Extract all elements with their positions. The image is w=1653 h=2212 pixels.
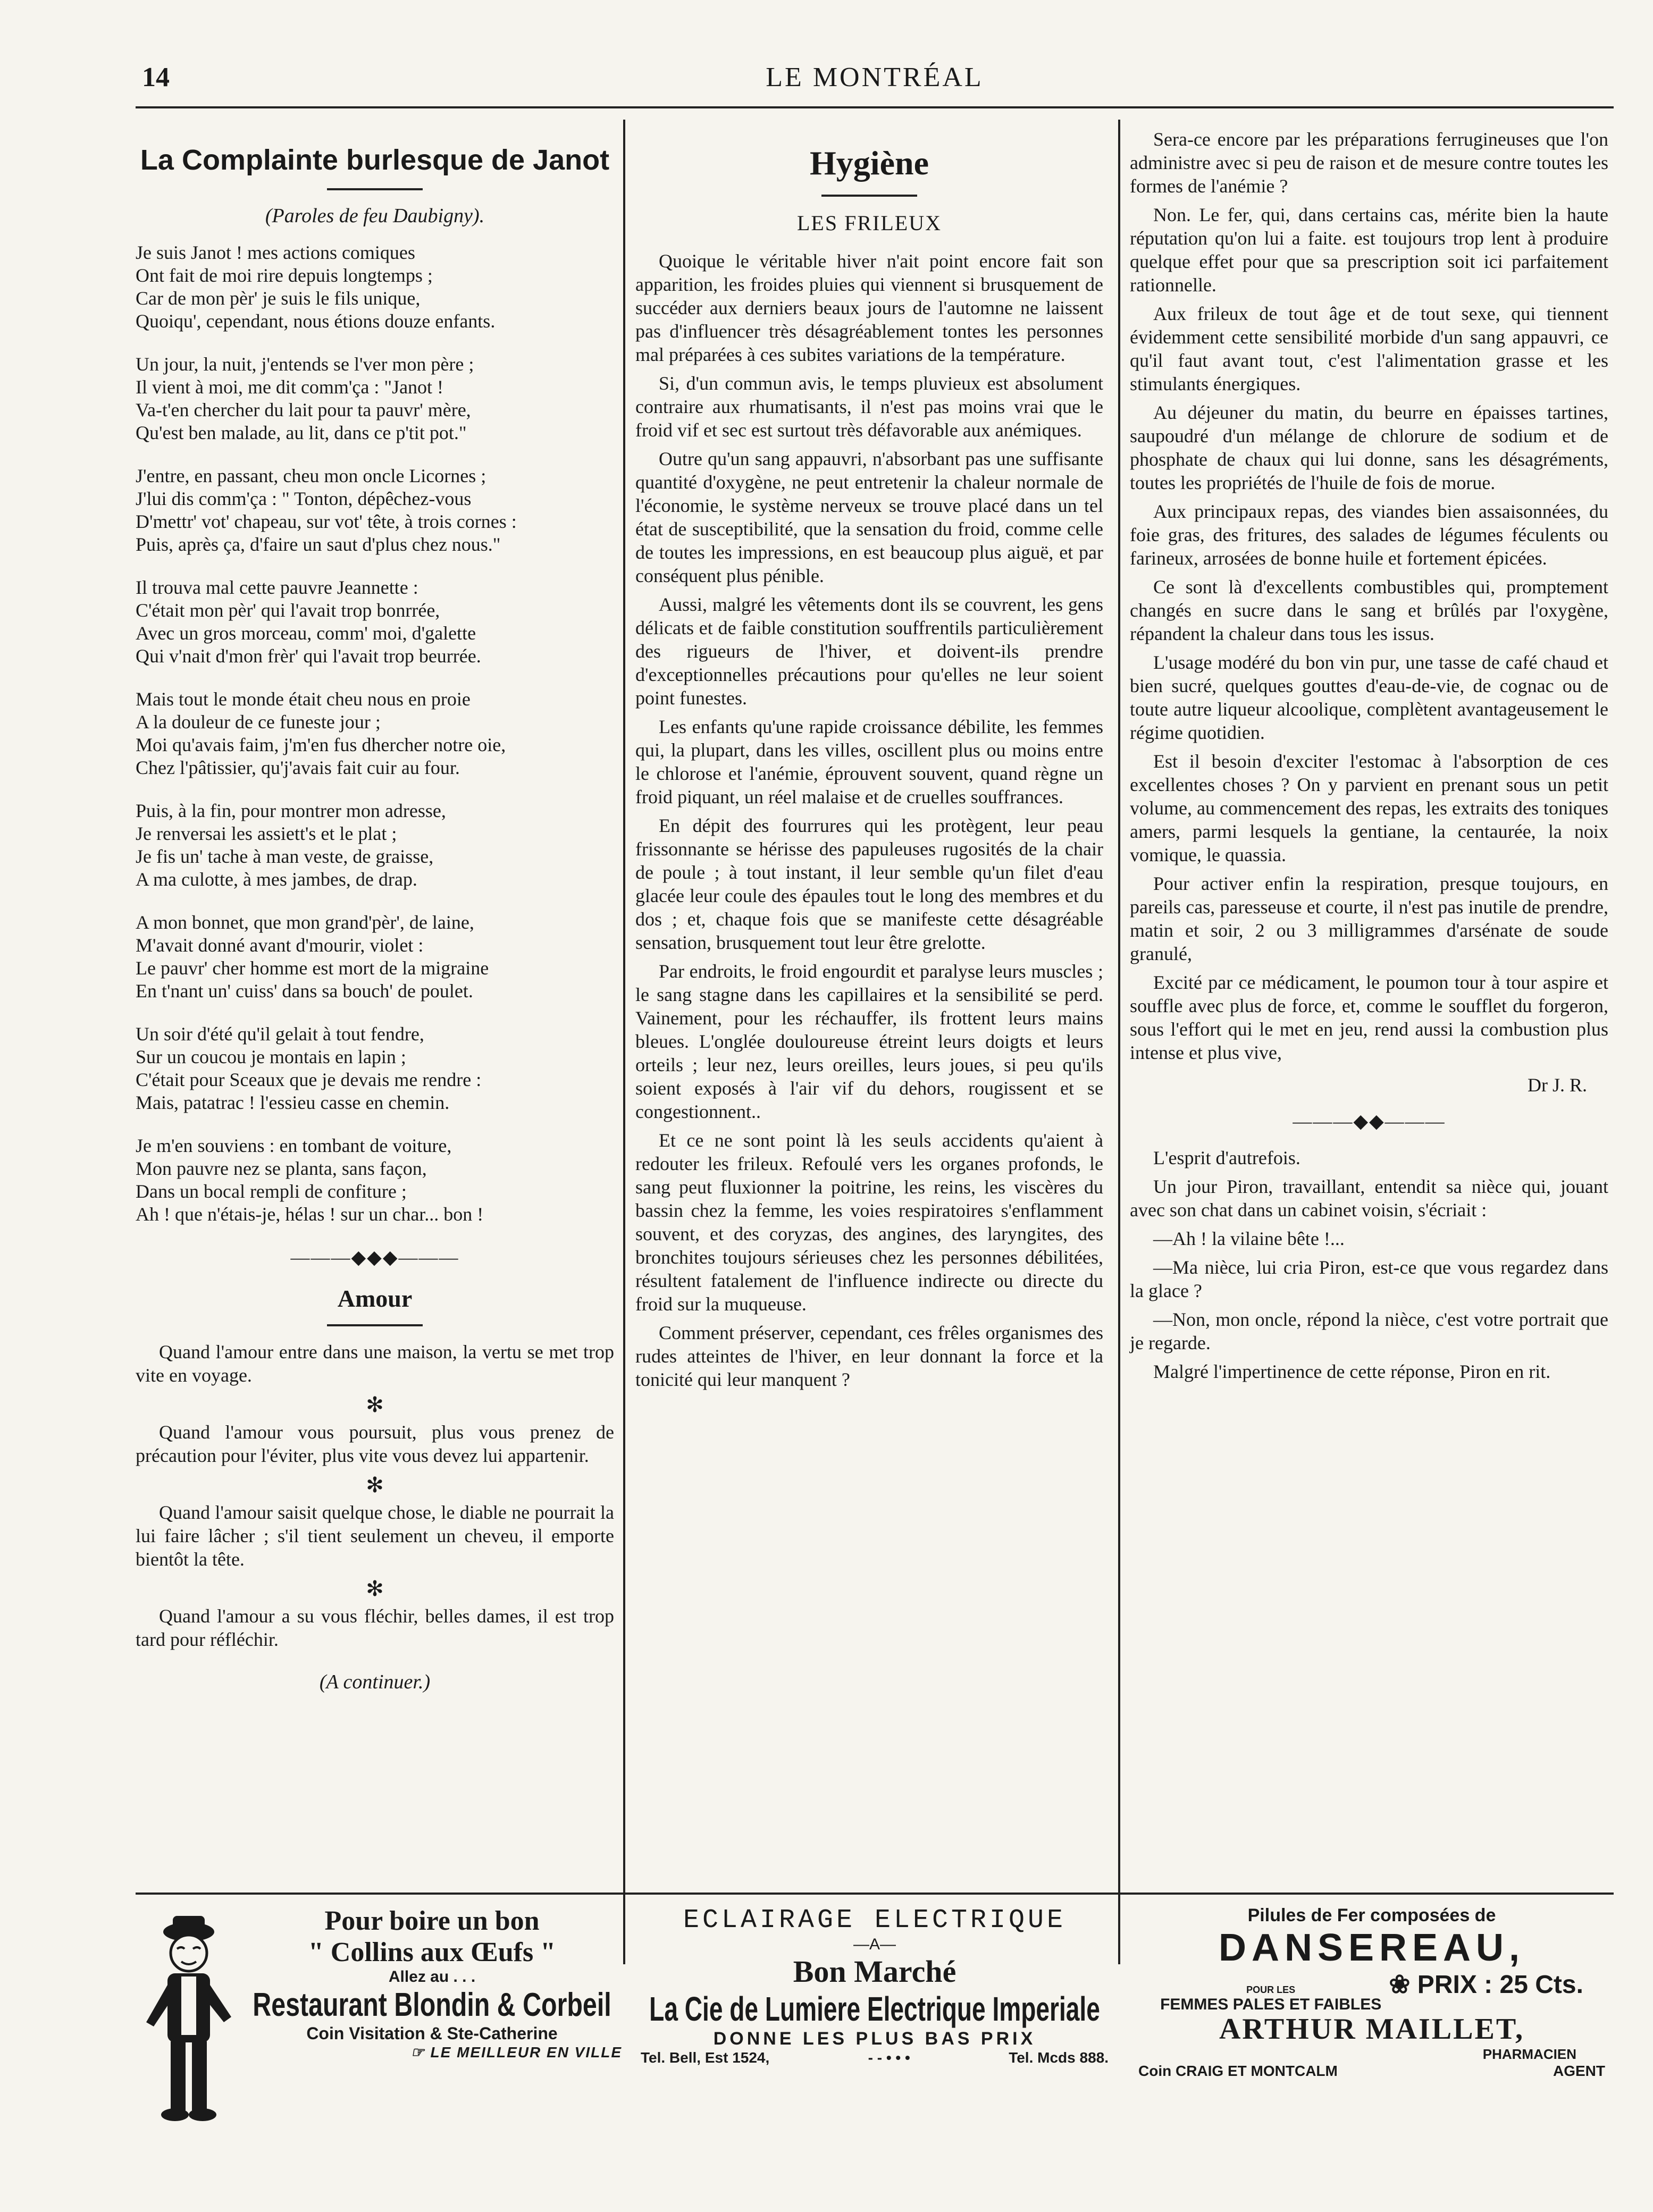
amour-paragraph: Quand l'amour saisit quelque chose, le diable ne pourrait la lui faire lâcher ; s'il tient seulement un cheveu, il emporte bientôt la tête. — [136, 1502, 614, 1570]
ad-phone: Tel. Bell, Est 1524, — [641, 2049, 770, 2066]
article-paragraph: Aux frileux de tout âge et de tout sexe, qui tiennent évidemment cette sensibilité morbide d'un sang appauvri, ce qu'il faut avant tout, c'est l'alimentation grasse et les stimulants énergiques. — [1130, 303, 1608, 394]
poem-line: Qui v'nait d'mon frèr' qui l'avait trop beurrée. — [136, 645, 481, 667]
article-paragraph: Pour activer enfin la respiration, presque toujours, en pareils cas, paresseuse et courte, il n'est pas inutile de prendre, matin et soir, 2 ou 3 milligrammes d'arsénate de soude granulé, — [1130, 873, 1608, 964]
ad-pour: POUR LES — [1246, 1984, 1296, 1995]
poem-line: Ah ! que n'étais-je, hélas ! sur un char... bon ! — [136, 1204, 484, 1225]
ad-line: —A— — [853, 1936, 896, 1953]
anecdote-paragraph: —Ah ! la vilaine bête !... — [1153, 1228, 1345, 1249]
poem-line: Quoiqu', cependant, nous étions douze enfants. — [136, 310, 496, 332]
column-divider — [1118, 120, 1120, 1964]
article-paragraph: Est il besoin d'exciter l'estomac à l'absorption de ces excellentes choses ? On y parvient en prenant sous un petit volume, au commencement des repas, les extraits des toniques amers, parmi lesquels la gentiane, la centaurée, la noix vomique, le quassia. — [1130, 751, 1608, 865]
ad-agent: AGENT — [1553, 2063, 1605, 2079]
ad-company-name: La Cie de Lumiere Electrique Imperiale — [649, 1990, 1100, 2028]
article-paragraph: Si, d'un commun avis, le temps pluvieux est absolument contraire aux rhumatisants, il n'est pas moins vrai que le froid vif et sec est surtout très défavorable aux anémiques. — [635, 373, 1103, 441]
ad-line: Pour boire un bon — [324, 1906, 540, 1936]
waiter-illustration-icon — [136, 1911, 242, 2129]
article-paragraph: Les enfants qu'une rapide croissance débilite, les femmes qui, la plupart, dans les villes, oscillent plus ou moins entre le chlorose et l'anémie, éprouvent souvent, quand règne un froid piquant, un réel malaise et de cruelles souffrances. — [635, 716, 1103, 808]
poem-line: Ont fait de moi rire depuis longtemps ; — [136, 265, 433, 286]
poem-line: Va-t'en chercher du lait pour ta pauvr' mère, — [136, 399, 471, 420]
article-paragraph: L'usage modéré du bon vin pur, une tasse de café chaud et bien sucré, quelques gouttes d'eau-de-vie, de cognac ou de toute autre liqueur alcoolique, complètent avantageusement le régime quotidien. — [1130, 652, 1608, 743]
article-paragraph: En dépit des fourrures qui les protègent, leur peau frissonnante se hérisse des papuleuses rugosités de la chair de poule ; à tout instant, il leur semble qu'un filet d'eau glacée leur coule des épaules tout le long des membres et du dos ; et, chaque fois que se manifeste cette désagréable sensation, brusquement tout leur être grelotte. — [635, 815, 1103, 953]
ornament-divider: ———◆◆◆——— — [290, 1247, 459, 1268]
ad-pharmacist: ARTHUR MAILLET, — [1219, 2013, 1525, 2046]
asterism: ✻ — [366, 1393, 384, 1417]
article-paragraph: Non. Le fer, qui, dans certains cas, mérite bien la haute réputation qu'on lui a faite. est toujours trop lent à produire quelque effet pour que sa prescription soit ici parfaitement rationnelle. — [1130, 204, 1608, 296]
article-paragraph: Par endroits, le froid engourdit et paralyse leurs muscles ; le sang stagne dans les capillaires et la sensibilité se perd. Vainement, pour les réchauffer, ils frottent leurs mains bleues. L'onglée douloureuse étreint leurs doigts et leurs orteils ; leur nez, leurs oreilles, leurs joues, si peu qu'ils soient exposés à l'air vif du dehors, rougissent et se congestionnent.. — [635, 961, 1103, 1122]
article-paragraph: Ce sont là d'excellents combustibles qui, promptement changés en sucre dans le sang et brûlés par l'oxygène, répandent la chaleur dans tous les issus. — [1130, 576, 1608, 644]
poem-line: A ma culotte, à mes jambes, de drap. — [136, 869, 417, 890]
anecdote-paragraph: Malgré l'impertinence de cette réponse, Piron en rit. — [1153, 1361, 1551, 1382]
article-subtitle: LES FRILEUX — [797, 211, 942, 235]
article-paragraph: Aussi, malgré les vêtements dont ils se couvrent, les gens délicats et de faible constitution souffrentils particulièrement des rigueurs de l'hiver, et doivent-ils prendre d'exceptionnelles précautions pour qu'elles ne leur soient point funestes. — [635, 594, 1103, 709]
poem-line: Qu'est ben malade, au lit, dans ce p'tit pot." — [136, 422, 467, 443]
ad-restaurant — [136, 1905, 622, 2134]
poem-line: Sur un coucou je montais en lapin ; — [136, 1046, 406, 1067]
poem-line: C'était mon pèr' qui l'avait trop bonrrée, — [136, 600, 440, 621]
poem-line: Puis, à la fin, pour montrer mon adresse, — [136, 800, 446, 821]
poem-line: D'mettr' vot' chapeau, sur vot' tête, à trois cornes : — [136, 511, 517, 532]
poem-stanza — [136, 800, 614, 891]
article-paragraph: Comment préserver, cependant, ces frêles organismes des rudes atteintes de l'hiver, en leur donnant la force et la tonicité qui leur manquent ? — [635, 1322, 1103, 1390]
column-1 — [136, 128, 614, 1694]
ad-line: " Collins aux Œufs " — [308, 1937, 556, 1967]
ad-address: Coin CRAIG ET MONTCALM — [1138, 2063, 1338, 2079]
ornament-divider: ———◆◆——— — [1293, 1111, 1446, 1132]
ad-line: Bon Marché — [793, 1954, 956, 1989]
ad-footer — [1130, 2063, 1614, 2080]
anecdote — [1130, 1146, 1608, 1383]
anecdote-paragraph: —Non, mon oncle, répond la nièce, c'est votre portrait que je regarde. — [1130, 1309, 1608, 1353]
ad-price-row — [1130, 1970, 1614, 2012]
poem-line: Mais tout le monde était cheu nous en proie — [136, 688, 471, 710]
ad-line: Allez au . . . — [388, 1968, 476, 1986]
continue-note: (A continuer.) — [319, 1671, 431, 1693]
newspaper-title: LE MONTRÉAL — [766, 62, 984, 92]
poem-stanza — [136, 353, 614, 444]
advertisement-band — [136, 1893, 1614, 2139]
ad-line: Pilules de Fer composées de — [1247, 1905, 1496, 1925]
poem-line: Le pauvr' cher homme est mort de la migraine — [136, 957, 489, 979]
ad-phones — [635, 2049, 1114, 2066]
article-paragraph: Sera-ce encore par les préparations ferrugineuses que l'on administre avec si peu de raison et de mesure contre toutes les formes de l'anémie ? — [1130, 129, 1608, 197]
ad-restaurant-name: Restaurant Blondin & Corbeil — [253, 1987, 611, 2023]
page-number: 14 — [142, 62, 170, 92]
article-paragraph: Et ce ne sont point là les seuls accidents qu'aient à redouter les frileux. Refoulé vers les organes profonds, le sang peut fluxionner la poitrine, les reins, les viscères du bassin chez la femme, les voies respiratoires s'enflamment souvent, et des coryzas, des angines, des laryngites, des bronchites toujours sérieuses chez les personnes débilitées, résultent fatalement de l'influence indirecte ou directe du froid sur la muqueuse. — [635, 1130, 1103, 1315]
ad-dots: - - • • • — [868, 2049, 910, 2066]
anecdote-paragraph: L'esprit d'autrefois. — [1153, 1147, 1300, 1168]
poem-line: Je renversai les assiett's et le plat ; — [136, 823, 397, 844]
ad-brand: DANSEREAU, — [1218, 1927, 1525, 1969]
poem-line: Puis, après ça, d'faire un saut d'plus chez nous." — [136, 534, 501, 555]
asterism: ✻ — [366, 1473, 384, 1497]
anecdote-paragraph: —Ma nièce, lui cria Piron, est-ce que vous regardez dans la glace ? — [1130, 1257, 1608, 1301]
page-header — [136, 58, 1614, 108]
poem-stanza — [136, 911, 614, 1003]
article-paragraph: Excité par ce médicament, le poumon tour à tour aspire et souffle avec plus de force, et, comme le soufflet du forgeron, sous l'effort qui le met en jeu, rend aussi la combustion plus intense et plus vive, — [1130, 972, 1608, 1063]
poem-line: Chez l'pâtissier, qu'j'avais fait cuir au four. — [136, 757, 460, 778]
column-3 — [1130, 128, 1608, 1389]
article-body — [1130, 128, 1608, 1064]
poem-line: Il trouva mal cette pauvre Jeannette : — [136, 577, 418, 598]
poem-line: M'avait donné avant d'mourir, violet : — [136, 935, 424, 956]
poem-line: Avec un gros morceau, comm' moi, d'galette — [136, 623, 476, 644]
ad-line: ECLAIRAGE ELECTRIQUE — [683, 1905, 1067, 1936]
ad-price: ❀ PRIX : 25 Cts. — [1389, 1971, 1583, 1999]
poem-line: J'lui dis comm'ça : " Tonton, dépêchez-vous — [136, 488, 472, 509]
anecdote-paragraph: Un jour Piron, travaillant, entendit sa nièce qui, jouant avec son chat dans un cabinet voisin, s'écriait : — [1130, 1176, 1608, 1221]
article-paragraph: Outre qu'un sang appauvri, n'absorbant pas une suffisante quantité d'oxygène, ne peut entretenir la chaleur normale de l'économie, le système nerveux se trouve placé dans un tel état de susceptibilité, que la sensation du froid, comme celle de toutes les impressions, en est beaucoup plus aiguë, et par conséquent plus pénible. — [635, 448, 1103, 586]
ad-phone: Tel. Mcds 888. — [1009, 2049, 1109, 2066]
poem-line: En t'nant un' cuiss' dans sa bouch' de poulet. — [136, 980, 473, 1002]
ad-line: DONNE LES PLUS BAS PRIX — [713, 2029, 1036, 2049]
ad-line: PHARMACIEN — [1482, 2046, 1576, 2062]
poem-line: A la douleur de ce funeste jour ; — [136, 711, 381, 733]
poem-stanza — [136, 1023, 614, 1114]
amour-paragraph: Quand l'amour a su vous fléchir, belles dames, il est trop tard pour réfléchir. — [136, 1605, 614, 1650]
article-body — [635, 249, 1103, 1391]
poem-line: Je m'en souviens : en tombant de voiture, — [136, 1135, 452, 1156]
poem-line: Dans un bocal rempli de confiture ; — [136, 1181, 407, 1202]
ad-slogan: ☞ LE MEILLEUR EN VILLE — [410, 2044, 622, 2060]
ad-audience — [1160, 1982, 1381, 2012]
column-2 — [635, 128, 1103, 1397]
poem-line: J'entre, en passant, cheu mon oncle Licornes ; — [136, 465, 486, 486]
column-divider — [623, 120, 625, 1964]
poem-stanza — [136, 576, 614, 668]
poem-line: Mais, patatrac ! l'essieu casse en chemin. — [136, 1092, 450, 1113]
amour-paragraph: Quand l'amour vous poursuit, plus vous prenez de précaution pour l'éviter, plus vite vous devez lui appartenir. — [136, 1422, 614, 1466]
asterism: ✻ — [366, 1577, 384, 1601]
poem-line: Un soir d'été qu'il gelait à tout fendre, — [136, 1023, 424, 1045]
poem-stanza — [136, 688, 614, 779]
title-rule — [327, 1324, 423, 1326]
article-paragraph: Aux principaux repas, des viandes bien assaisonnées, du foie gras, des fritures, des salades de légumes féculents ou farineux, arrosées de bonne huile et fortement épicées. — [1130, 501, 1608, 569]
poem-stanza — [136, 241, 614, 333]
poem-stanza — [136, 465, 614, 556]
title-rule — [327, 188, 423, 190]
poem-line: Car de mon pèr' je suis le fils unique, — [136, 288, 421, 309]
ad-address: Coin Visitation & Ste-Catherine — [306, 2024, 558, 2043]
poem-line: Un jour, la nuit, j'entends se l'ver mon père ; — [136, 354, 474, 375]
poem-line: Mon pauvre nez se planta, sans façon, — [136, 1158, 427, 1179]
article-paragraph: Au déjeuner du matin, du beurre en épaisses tartines, saupoudré d'un mélange de chlorure de sodium et de phosphate de chaux qui lui donne, sans les désagréments, toutes les propriétés de l'huile de fois de morue. — [1130, 402, 1608, 493]
amour-title: Amour — [337, 1285, 413, 1312]
ad-pharmacy — [1130, 1905, 1614, 2134]
article-paragraph: Quoique le véritable hiver n'ait point encore fait son apparition, les froides pluies qui viennent si brusquement de succéder aux derniers beaux jours de l'automne ne laissent pas d'influencer très désagréablement tontes les personnes mal préparées à ces subites variations de la température. — [635, 250, 1103, 365]
poem-line: Je suis Janot ! mes actions comiques — [136, 242, 415, 263]
poem-stanza — [136, 1134, 614, 1226]
poem-line: Il vient à moi, me dit comm'ça : "Janot ! — [136, 376, 444, 398]
ad-audience-label: FEMMES PALES ET FAIBLES — [1160, 1996, 1382, 2013]
poem-line: Je fis un' tache à man veste, de graisse, — [136, 846, 434, 867]
poem-line: A mon bonnet, que mon grand'pèr', de laine, — [136, 912, 474, 933]
poem-line: Moi qu'avais faim, j'm'en fus dhercher notre oie, — [136, 734, 506, 755]
amour-paragraph: Quand l'amour entre dans une maison, la vertu se met trop vite en voyage. — [136, 1341, 614, 1386]
article-title: La Complainte burlesque de Janot — [140, 144, 610, 176]
ad-electric — [635, 1905, 1114, 2134]
title-rule — [821, 195, 917, 197]
poem-line: C'était pour Sceaux que je devais me rendre : — [136, 1069, 482, 1090]
article-title: Hygiène — [810, 144, 929, 182]
article-subtitle: (Paroles de feu Daubigny). — [265, 205, 485, 227]
poem — [136, 241, 614, 1226]
ad-restaurant-text — [242, 1905, 622, 2061]
signature: Dr J. R. — [1527, 1074, 1587, 1096]
